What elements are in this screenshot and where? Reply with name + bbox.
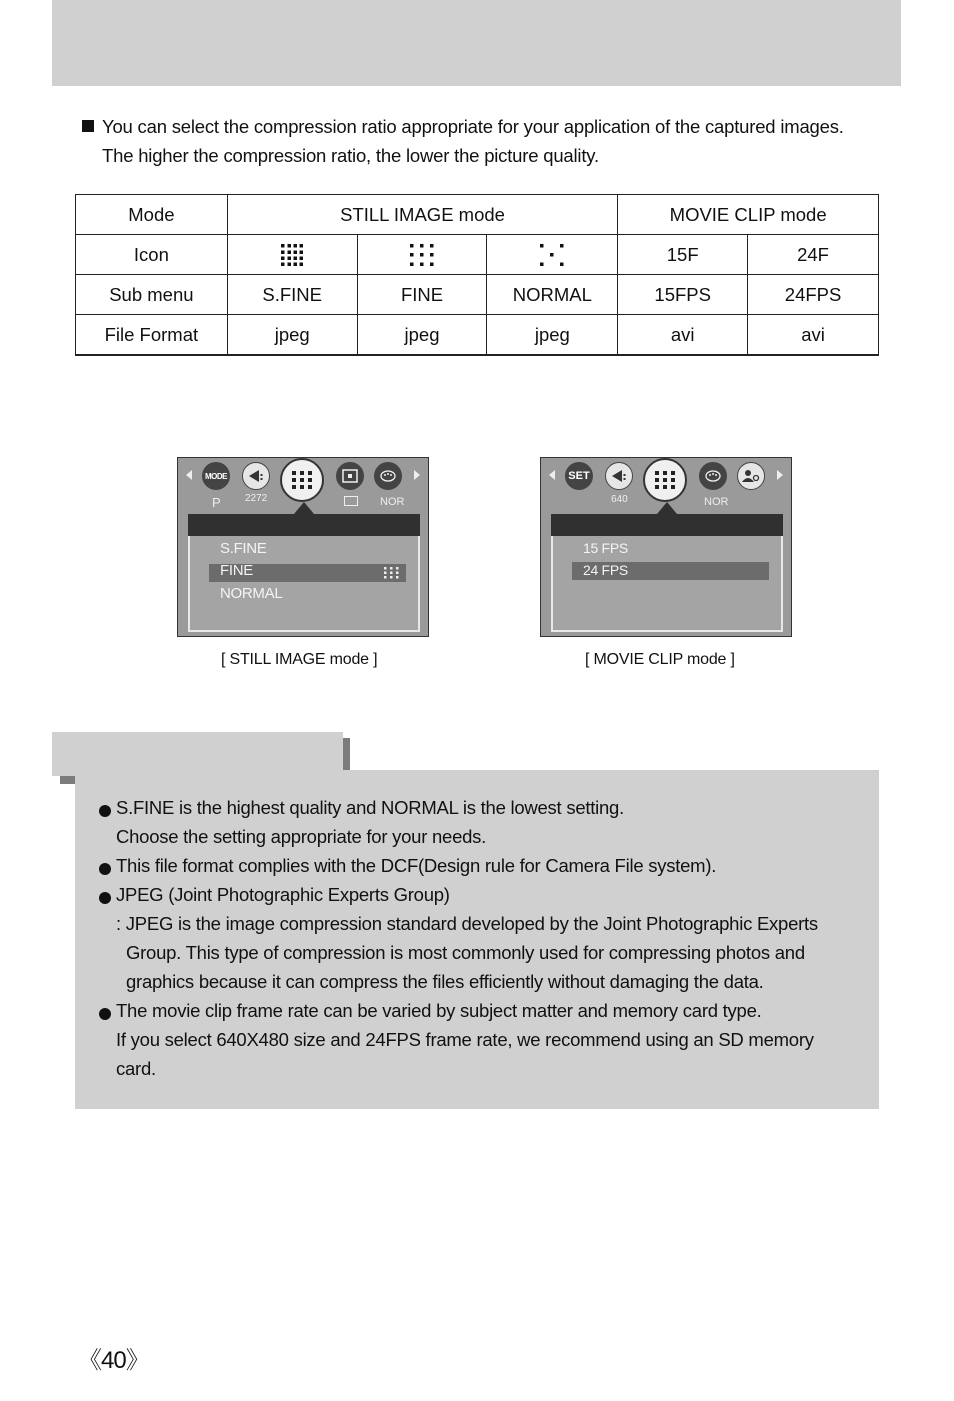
table-cell: jpeg: [357, 315, 487, 356]
intro-line-1: You can select the compression ratio appropriate for your application of the captured images.: [102, 116, 844, 137]
quality-tag: NOR: [704, 496, 729, 508]
frame-rate-button[interactable]: [643, 458, 687, 502]
size-button[interactable]: [242, 462, 270, 490]
menu-item-15fps[interactable]: 15 FPS: [583, 540, 628, 556]
square-bullet-icon: [82, 120, 94, 132]
left-arrow-icon: [549, 470, 555, 480]
menu-item-24fps[interactable]: 24 FPS: [583, 562, 628, 578]
bullet-icon: [99, 863, 111, 875]
pointer-icon: [657, 502, 677, 514]
table-cell: jpeg: [227, 315, 357, 356]
table-cell: S.FINE: [227, 275, 357, 315]
still-caption: [ STILL IMAGE mode ]: [221, 651, 378, 668]
table-row-submenu: [76, 275, 879, 315]
intro-line-2: The higher the compression ratio, the lower the picture quality.: [102, 145, 599, 166]
table-cell: MOVIE CLIP mode: [618, 195, 879, 235]
notes-tab-shadow: [60, 776, 75, 784]
mode-button[interactable]: [202, 462, 230, 490]
table-cell: [227, 235, 357, 275]
bullet-icon: [99, 892, 111, 904]
note-3-b: Group. This type of compression is most commonly used for compressing photos and: [126, 942, 805, 963]
menu-item-normal[interactable]: NORMAL: [220, 585, 283, 602]
metering-small-icon: [344, 496, 358, 506]
table-cell: Sub menu: [76, 275, 228, 315]
table-row-mode: [76, 195, 879, 235]
table-row-icon: [76, 235, 879, 275]
movie-clip-screen: [540, 457, 792, 637]
menu-title-bar: [551, 514, 783, 536]
pointer-icon: [294, 502, 314, 514]
table-row-file-format: [76, 315, 879, 356]
table-cell: 15FPS: [618, 275, 748, 315]
menu-panel: [188, 536, 420, 632]
mode-letter: P: [212, 495, 221, 510]
size-button[interactable]: [605, 462, 633, 490]
super-fine-icon: [280, 243, 304, 267]
voice-memo-button[interactable]: [737, 462, 765, 490]
table-cell: [487, 235, 618, 275]
table-cell: 24F: [748, 235, 879, 275]
right-arrow-icon: [777, 470, 783, 480]
set-button-label: SET: [568, 470, 590, 482]
movie-caption: [ MOVIE CLIP mode ]: [585, 651, 735, 668]
menu-item-fine[interactable]: FINE: [220, 562, 253, 579]
fine-icon: [654, 470, 676, 490]
size-icon: [248, 469, 264, 483]
notes-text: [98, 793, 868, 1083]
table-cell: avi: [618, 315, 748, 356]
note-2: This file format complies with the DCF(Design rule for Camera File system).: [116, 855, 717, 876]
table-cell: NORMAL: [487, 275, 618, 315]
size-label: 640: [611, 494, 628, 505]
notes-tab: [52, 732, 343, 776]
compression-table: [75, 194, 879, 356]
note-3: JPEG (Joint Photographic Experts Group): [116, 884, 450, 905]
normal-icon: [539, 243, 565, 267]
bullet-icon: [99, 805, 111, 817]
table-cell: Icon: [76, 235, 228, 275]
table-cell: STILL IMAGE mode: [227, 195, 618, 235]
menu-item-sfine[interactable]: S.FINE: [220, 540, 267, 557]
quality-tag: NOR: [380, 496, 405, 508]
table-cell: Mode: [76, 195, 228, 235]
menu-panel: [551, 536, 783, 632]
intro-text: [82, 112, 902, 170]
table-cell: jpeg: [487, 315, 618, 356]
size-label: 2272: [245, 493, 268, 504]
table-cell: File Format: [76, 315, 228, 356]
quality-button[interactable]: [280, 458, 324, 502]
still-image-screen: [177, 457, 429, 637]
right-arrow-icon: [414, 470, 420, 480]
effect-button[interactable]: [374, 462, 402, 490]
menu-title-bar: [188, 514, 420, 536]
table-cell: FINE: [357, 275, 487, 315]
effect-icon: [380, 470, 396, 482]
table-cell: avi: [748, 315, 879, 356]
effect-button[interactable]: [699, 462, 727, 490]
note-4: The movie clip frame rate can be varied by subject matter and memory card type.: [116, 1000, 762, 1021]
mode-button-label: MODE: [205, 471, 227, 481]
page-number: 《40》: [78, 1347, 149, 1374]
note-3-a: : JPEG is the image compression standard developed by the Joint Photographic Experts: [116, 913, 818, 934]
size-icon: [611, 469, 627, 483]
set-button[interactable]: [565, 462, 593, 490]
note-4-c: card.: [116, 1058, 156, 1079]
person-icon: [742, 469, 760, 483]
note-4-b: If you select 640X480 size and 24FPS frame rate, we recommend using an SD memory: [116, 1029, 814, 1050]
note-1-cont: Choose the setting appropriate for your needs.: [116, 826, 487, 847]
fine-icon: [409, 243, 435, 267]
table-cell: [357, 235, 487, 275]
metering-button[interactable]: [336, 462, 364, 490]
fine-icon: [291, 470, 313, 490]
note-1: S.FINE is the highest quality and NORMAL is the lowest setting.: [116, 797, 624, 818]
fine-icon: [384, 567, 400, 579]
table-cell: 15F: [618, 235, 748, 275]
table-cell: 24FPS: [748, 275, 879, 315]
effect-icon: [705, 470, 721, 482]
note-3-c: graphics because it can compress the files efficiently without damaging the data.: [126, 971, 764, 992]
bullet-icon: [99, 1008, 111, 1020]
left-arrow-icon: [186, 470, 192, 480]
header-band: [52, 0, 901, 86]
metering-icon: [342, 469, 358, 483]
